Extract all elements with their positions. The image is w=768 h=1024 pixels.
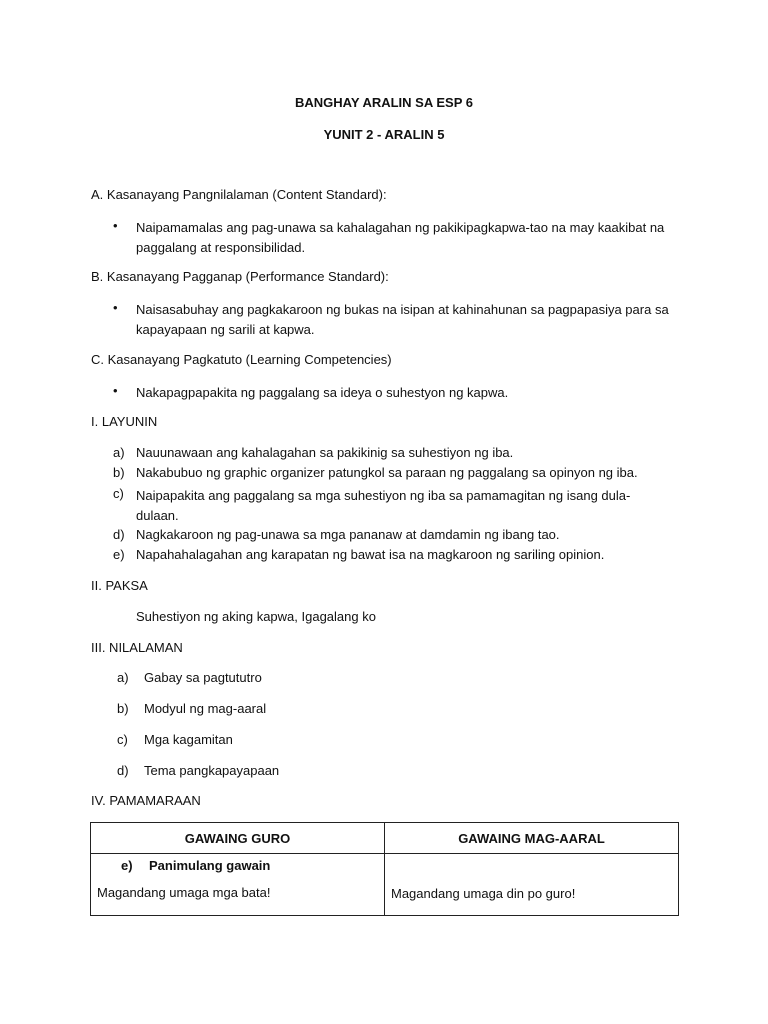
paksa-heading: II. PAKSA bbox=[91, 578, 148, 593]
list-marker: c) bbox=[117, 732, 128, 747]
table-row bbox=[91, 854, 679, 916]
list-item-text: Tema pangkapayapaan bbox=[144, 763, 280, 778]
table-cell-mag-aaral bbox=[385, 854, 679, 916]
list-item-text: Modyul ng mag-aaral bbox=[144, 701, 267, 716]
list-item-text: Mga kagamitan bbox=[144, 732, 233, 747]
bullet-icon: • bbox=[113, 383, 118, 398]
list-item-text: Nauunawaan ang kahalagahan sa pakikinig sa suhestiyon ng iba. bbox=[136, 445, 514, 460]
bullet-icon: • bbox=[113, 300, 118, 315]
list-item-text: Gabay sa pagtututro bbox=[144, 670, 262, 685]
nilalaman-heading: III. NILALAMAN bbox=[91, 640, 183, 655]
table-header-gawaing-guro: GAWAING GURO bbox=[91, 823, 385, 854]
section-c-bullet-text: Nakapagpapakita ng paggalang sa ideya o suhestyon ng kapwa. bbox=[136, 385, 509, 400]
section-b-heading: B. Kasanayang Pagganap (Performance Standard): bbox=[91, 269, 389, 284]
bullet-icon: • bbox=[113, 218, 118, 233]
list-marker: a) bbox=[117, 670, 129, 685]
mag-aaral-greeting: Magandang umaga din po guro! bbox=[391, 886, 576, 901]
row-label bbox=[97, 858, 378, 873]
section-a-bullet-text: Naipamamalas ang pag-unawa sa kahalagahan ng pakikipagkapwa-tao na may kaakibat na paggalang at responsibilidad. bbox=[136, 220, 665, 255]
table-header-gawaing-mag-aaral: GAWAING MAG-AARAL bbox=[385, 823, 679, 854]
table-header-row bbox=[91, 823, 679, 854]
section-a-heading: A. Kasanayang Pangnilalaman (Content Standard): bbox=[91, 187, 387, 202]
document-title: BANGHAY ARALIN SA ESP 6 bbox=[295, 95, 473, 110]
list-item-text: Napahahalagahan ang karapatan ng bawat isa na magkaroon ng sariling opinion. bbox=[136, 547, 605, 562]
layunin-heading: I. LAYUNIN bbox=[91, 414, 158, 429]
list-item-text: Naipapakita ang paggalang sa mga suhestiyon ng iba sa pamamagitan ng isang dula-dulaan. bbox=[136, 488, 631, 523]
list-marker: b) bbox=[117, 701, 129, 716]
procedure-table bbox=[90, 822, 679, 916]
pamamaraan-heading: IV. PAMAMARAAN bbox=[91, 793, 201, 808]
list-marker: d) bbox=[117, 763, 129, 778]
list-marker: e) bbox=[113, 547, 125, 562]
list-marker: c) bbox=[113, 486, 124, 501]
list-marker: b) bbox=[113, 465, 125, 480]
list-marker: a) bbox=[113, 445, 125, 460]
table-cell-guro bbox=[91, 854, 385, 916]
section-c-heading: C. Kasanayang Pagkatuto (Learning Competencies) bbox=[91, 352, 392, 367]
document-subtitle: YUNIT 2 - ARALIN 5 bbox=[323, 127, 445, 142]
section-b-bullet-text: Naisasabuhay ang pagkakaroon ng bukas na isipan at kahinahunan sa pagpapasiya para sa kapayapaan ng sarili at kapwa. bbox=[136, 302, 669, 337]
list-item-text: Nakabubuo ng graphic organizer patungkol sa paraan ng paggalang sa opinyon ng iba. bbox=[136, 465, 638, 480]
row-label-marker: e) bbox=[121, 858, 133, 873]
guro-greeting: Magandang umaga mga bata! bbox=[97, 885, 271, 900]
list-item-text: Nagkakaroon ng pag-unawa sa mga pananaw at damdamin ng ibang tao. bbox=[136, 527, 560, 542]
row-label-text: Panimulang gawain bbox=[149, 858, 271, 873]
list-marker: d) bbox=[113, 527, 125, 542]
paksa-text: Suhestiyon ng aking kapwa, Igagalang ko bbox=[136, 609, 376, 624]
